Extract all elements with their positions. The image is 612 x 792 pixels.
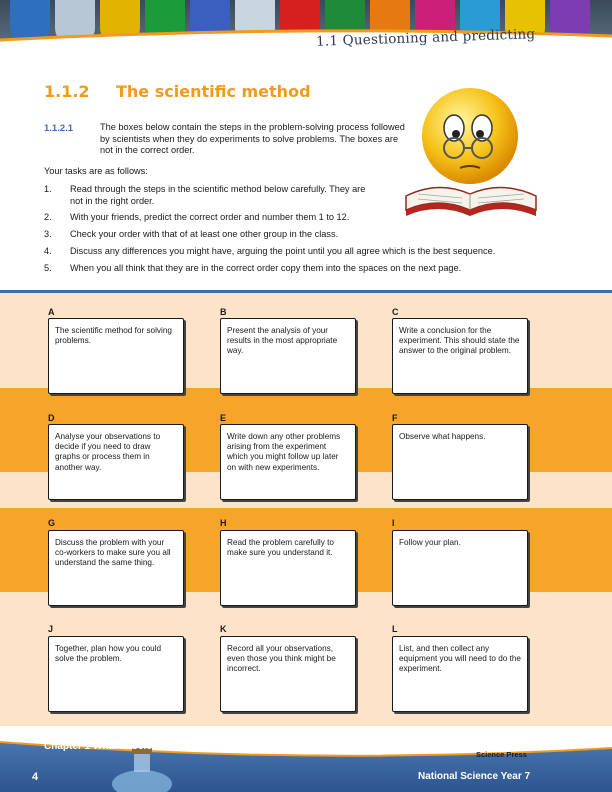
card-letter: D — [48, 413, 55, 423]
task-item — [44, 212, 444, 224]
task-item — [44, 184, 444, 208]
tasks-intro: Your tasks are as follows: — [44, 166, 148, 176]
task-item — [44, 246, 584, 258]
task-item — [44, 229, 444, 241]
card-letter: F — [392, 413, 398, 423]
flask-icon — [100, 748, 180, 792]
heading-number: 1.1.2 — [44, 82, 90, 101]
task-text: Read through the steps in the scientific method below carefully. They are — [70, 184, 366, 194]
section-header: 1.1 Questioning and predicting — [315, 26, 536, 50]
step-card: The scientific method for solving problems. — [48, 318, 184, 394]
task-number: 5. — [44, 263, 52, 273]
thinking-emoji-icon — [398, 78, 548, 228]
publisher-label: Science Press — [476, 750, 527, 759]
step-card: Write down any other problems arising from the experiment which you might follow up later on with new experiments. — [220, 424, 356, 500]
task-text: When you all think that they are in the correct order copy them into the spaces on the next page. — [70, 263, 462, 273]
intro-paragraph: The boxes below contain the steps in the problem-solving process followed by scientists when they do experiments to solve problems. The boxes are not in the correct order. — [100, 122, 405, 155]
page-number: 4 — [32, 771, 39, 783]
task-item — [44, 263, 584, 275]
card-letter: G — [48, 518, 56, 528]
step-card: Record all your observations, even those you think might be incorrect. — [220, 636, 356, 712]
step-card: Discuss the problem with your co-workers to make sure you all understand the same thing. — [48, 530, 184, 606]
card-letter: I — [392, 518, 395, 528]
card-letter: A — [48, 307, 55, 317]
divider — [0, 290, 612, 293]
subsection-number: 1.1.2.1 — [44, 123, 74, 134]
page-title: The scientific method — [116, 82, 311, 101]
task-text: Discuss any differences you might have, arguing the point until you all agree which is the best sequence. — [70, 246, 496, 256]
task-text: Check your order with that of at least one other group in the class. — [70, 229, 339, 239]
task-text: With your friends, predict the correct order and number them 1 to 12. — [70, 212, 350, 222]
step-card: Together, plan how you could solve the problem. — [48, 636, 184, 712]
card-letter: E — [220, 413, 227, 423]
card-letter: L — [392, 624, 398, 634]
step-card: Observe what happens. — [392, 424, 528, 500]
step-card: Present the analysis of your results in the most appropriate way. — [220, 318, 356, 394]
book-title: National Science Year 7 — [418, 771, 531, 782]
task-number: 4. — [44, 246, 52, 256]
step-card: Analyse your observations to decide if you need to draw graphs or process them in another way. — [48, 424, 184, 500]
chapter-label: Chapter 1 What is Science? — [44, 741, 176, 752]
task-number: 2. — [44, 212, 52, 222]
card-letter: J — [48, 624, 54, 634]
task-text-continued: not in the right order. — [70, 196, 155, 206]
card-letter: C — [392, 307, 399, 317]
task-number: 1. — [44, 184, 52, 194]
step-card: Follow your plan. — [392, 530, 528, 606]
step-card: Read the problem carefully to make sure you understand it. — [220, 530, 356, 606]
task-number: 3. — [44, 229, 52, 239]
card-letter: K — [220, 624, 227, 634]
card-letter: H — [220, 518, 227, 528]
step-card: Write a conclusion for the experiment. This should state the answer to the original problem. — [392, 318, 528, 394]
card-letter: B — [220, 307, 227, 317]
step-card: List, and then collect any equipment you will need to do the experiment. — [392, 636, 528, 712]
